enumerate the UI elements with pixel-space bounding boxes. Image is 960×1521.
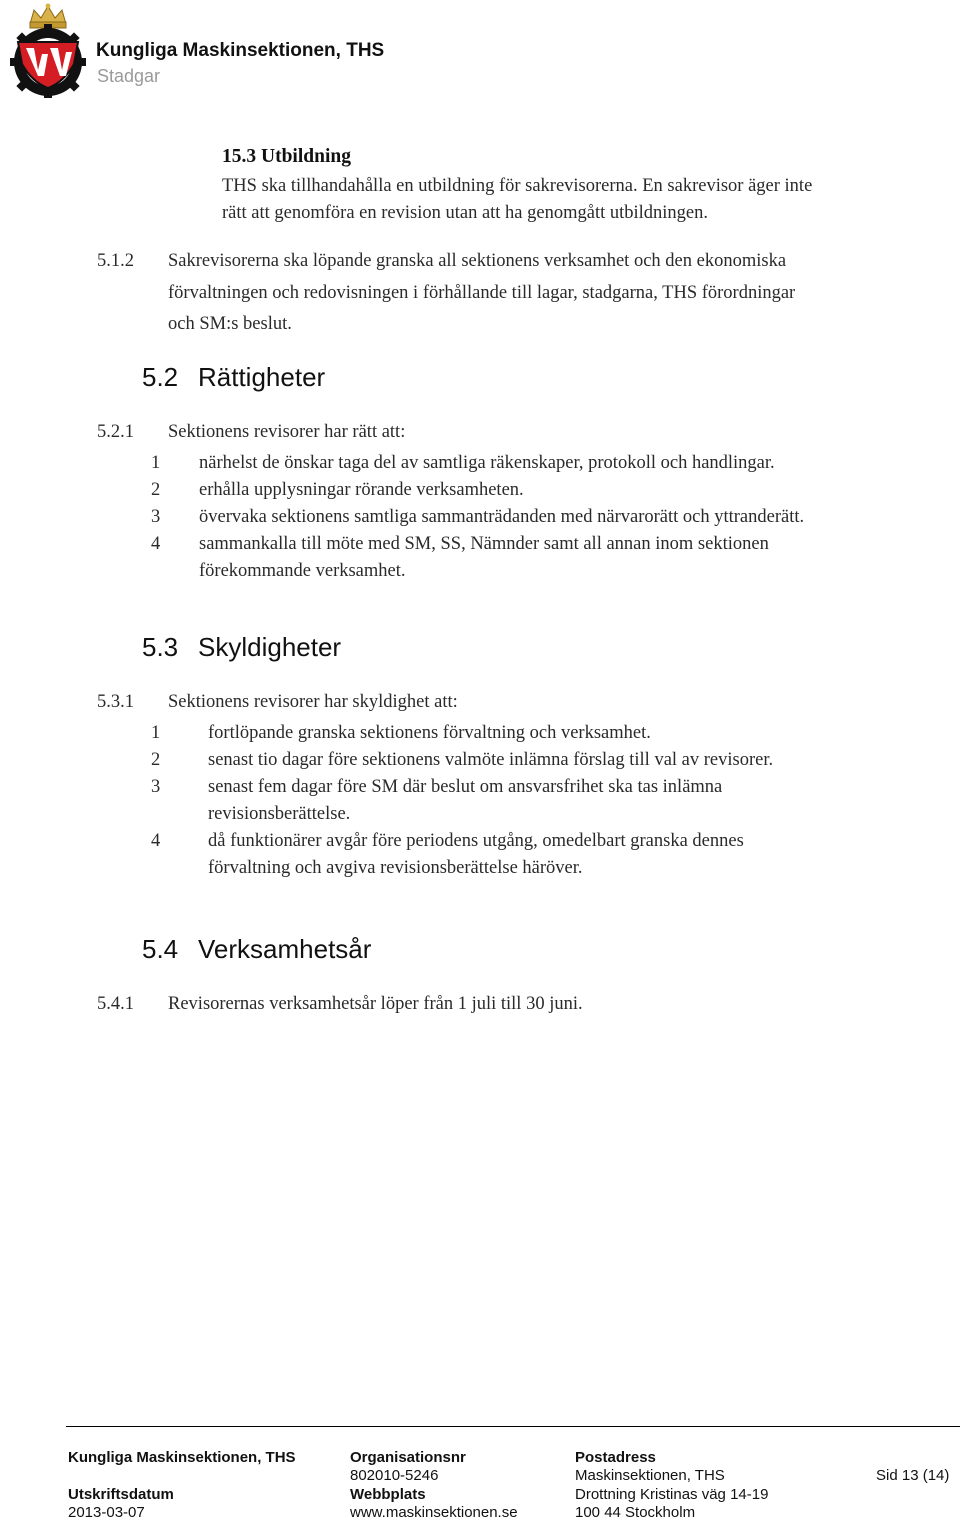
- list-item-text: sammankalla till möte med SM, SS, Nämnder samt all annan inom sektionen: [199, 534, 769, 554]
- paragraph-5-3-1-number: 5.3.1: [97, 692, 134, 712]
- section-15-3-line-1: THS ska tillhandahålla en utbildning för sakrevisorerna. En sakrevisor äger inte: [222, 176, 813, 196]
- footer-org-name: Kungliga Maskinsektionen, THS: [68, 1449, 296, 1466]
- section-5-4-number: 5.4: [142, 934, 179, 964]
- list-item-number: 2: [151, 750, 161, 770]
- section-15-3-title: 15.3 Utbildning: [222, 146, 351, 167]
- paragraph-5-1-2-line-2: förvaltningen och redovisningen i förhållande till lagar, stadgarna, THS förordningar: [168, 283, 796, 303]
- list-item-text-continued: förekommande verksamhet.: [199, 561, 406, 581]
- section-5-3-title: Skyldigheter: [198, 632, 342, 662]
- paragraph-5-4-1-number: 5.4.1: [97, 994, 134, 1014]
- list-item-text: senast fem dagar före SM där beslut om ansvarsfrihet ska tas inlämna: [208, 777, 723, 797]
- header-subtitle: Stadgar: [97, 66, 161, 86]
- footer-orgnr-label: Organisationsnr: [350, 1449, 466, 1466]
- list-item-number: 4: [151, 534, 161, 554]
- footer-postal-line-3: 100 44 Stockholm: [575, 1504, 696, 1521]
- list-item-number: 3: [151, 777, 161, 797]
- section-5-4-title: Verksamhetsår: [198, 934, 372, 964]
- footer-divider: [66, 1426, 960, 1427]
- footer-website[interactable]: www.maskinsektionen.se: [350, 1504, 518, 1521]
- paragraph-5-2-1-text: Sektionens revisorer har rätt att:: [168, 422, 406, 442]
- section-5-2-number: 5.2: [142, 362, 179, 392]
- footer-page-number: Sid 13 (14): [876, 1467, 950, 1484]
- list-item-number: 3: [151, 507, 161, 527]
- list-item-text: erhålla upplysningar rörande verksamheten.: [199, 480, 524, 500]
- section-5-2-title: Rättigheter: [198, 362, 326, 392]
- list-item-text: senast tio dagar före sektionens valmöte inlämna förslag till val av revisorer.: [208, 750, 774, 770]
- list-item-text-continued: förvaltning och avgiva revisionsberättelse häröver.: [208, 858, 583, 878]
- list-item-text: då funktionärer avgår före periodens utgång, omedelbart granska dennes: [208, 831, 744, 851]
- footer-postal-label: Postadress: [575, 1449, 656, 1466]
- paragraph-5-2-1-number: 5.2.1: [97, 422, 134, 442]
- list-item-text: närhelst de önskar taga del av samtliga räkenskaper, protokoll och handlingar.: [199, 453, 775, 473]
- footer-postal-line-2: Drottning Kristinas väg 14-19: [575, 1486, 769, 1503]
- paragraph-5-1-2-number: 5.1.2: [97, 251, 134, 271]
- list-item-number: 2: [151, 480, 161, 500]
- footer-print-date: 2013-03-07: [68, 1504, 145, 1521]
- paragraph-5-1-2-line-1: Sakrevisorerna ska löpande granska all sektionens verksamhet och den ekonomiska: [168, 251, 787, 271]
- section-15-3-line-2: rätt att genomföra en revision utan att ha genomgått utbildningen.: [222, 203, 709, 223]
- section-5-3-number: 5.3: [142, 632, 179, 662]
- paragraph-5-4-1-text: Revisorernas verksamhetsår löper från 1 juli till 30 juni.: [168, 994, 583, 1014]
- list-item-number: 4: [151, 831, 161, 851]
- list-item-text: övervaka sektionens samtliga sammanträdanden med närvarorätt och yttranderätt.: [199, 507, 805, 527]
- footer-print-date-label: Utskriftsdatum: [68, 1486, 174, 1503]
- list-item-number: 1: [151, 723, 161, 743]
- footer-website-label: Webbplats: [350, 1486, 426, 1503]
- ths-crest-logo: [4, 2, 92, 98]
- footer-orgnr: 802010-5246: [350, 1467, 439, 1484]
- paragraph-5-1-2-line-3: och SM:s beslut.: [168, 314, 292, 334]
- list-item-text: fortlöpande granska sektionens förvaltning och verksamhet.: [208, 723, 651, 743]
- footer-postal-line-1: Maskinsektionen, THS: [575, 1467, 725, 1484]
- list-item-number: 1: [151, 453, 161, 473]
- header-org-name: Kungliga Maskinsektionen, THS: [96, 40, 385, 61]
- list-item-text-continued: revisionsberättelse.: [208, 804, 351, 824]
- paragraph-5-3-1-text: Sektionens revisorer har skyldighet att:: [168, 692, 458, 712]
